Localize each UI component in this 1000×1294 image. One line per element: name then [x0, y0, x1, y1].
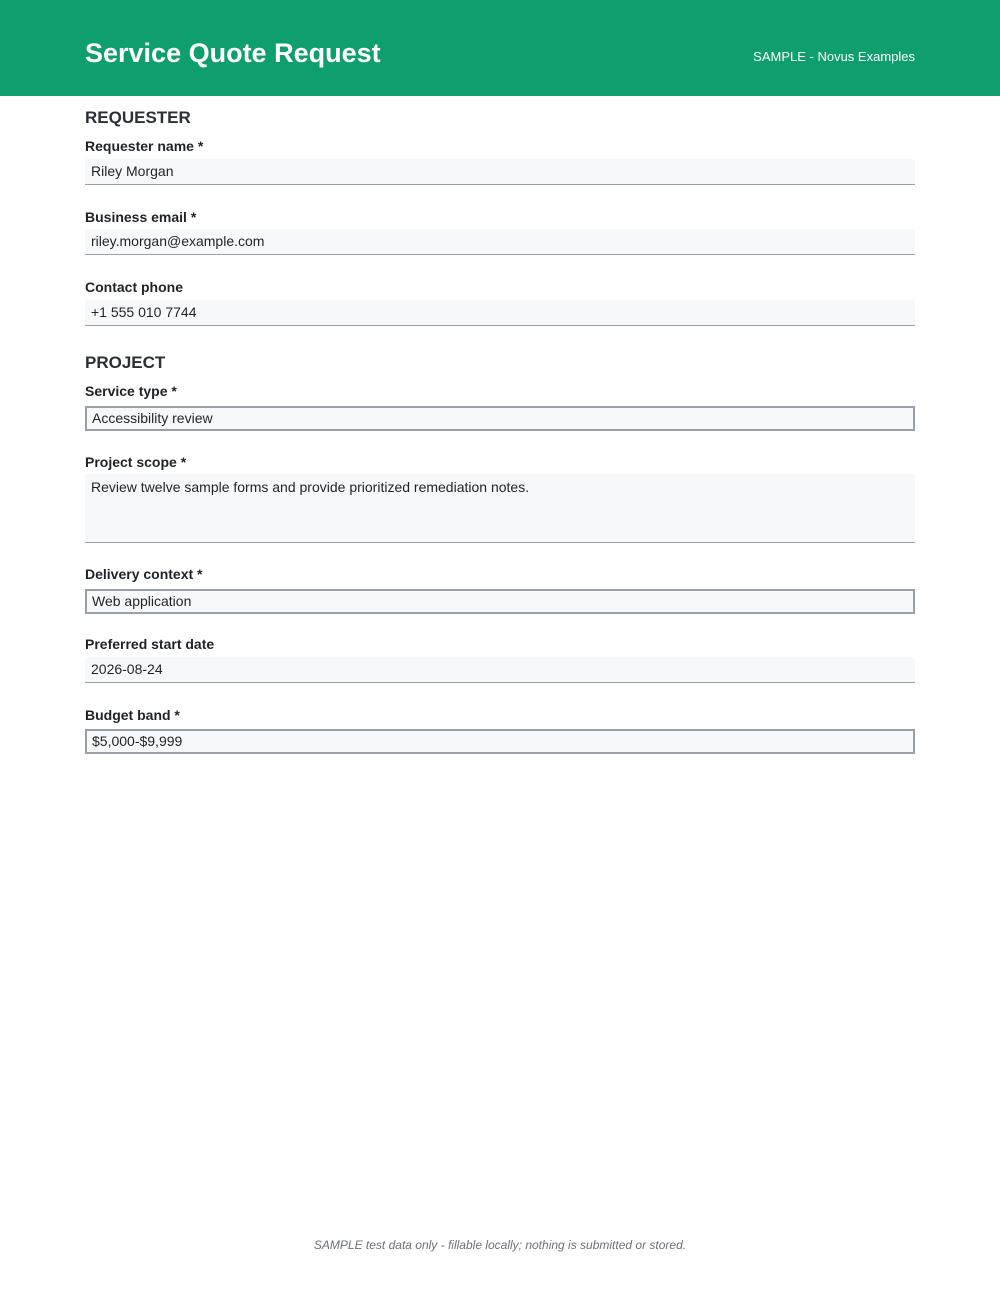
requester-name-input[interactable]: Riley Morgan [85, 159, 915, 185]
service-type-label: Service type * [85, 383, 177, 399]
contact-phone-label: Contact phone [85, 279, 183, 295]
page-header [0, 0, 1000, 96]
page-title: Service Quote Request [85, 38, 381, 68]
business-email-label: Business email * [85, 209, 197, 225]
project-scope-textarea[interactable]: Review twelve sample forms and provide prioritized remediation notes. [85, 474, 915, 543]
header-subtitle: SAMPLE - Novus Examples [753, 49, 915, 64]
budget-band-label: Budget band * [85, 707, 180, 723]
requester-name-label: Requester name * [85, 138, 204, 154]
section-title-project: PROJECT [85, 353, 166, 372]
footer-note: SAMPLE test data only - fillable locally; nothing is submitted or stored. [313, 1238, 687, 1252]
preferred-start-date-input[interactable]: 2026-08-24 [85, 657, 915, 683]
delivery-context-select[interactable]: Web application [85, 589, 915, 614]
contact-phone-input[interactable]: +1 555 010 7744 [85, 300, 915, 326]
section-title-requester: REQUESTER [85, 108, 191, 127]
project-scope-label: Project scope * [85, 454, 187, 470]
preferred-start-date-label: Preferred start date [85, 636, 215, 652]
budget-band-select[interactable]: $5,000-$9,999 [85, 729, 915, 754]
service-type-select[interactable]: Accessibility review [85, 406, 915, 431]
delivery-context-label: Delivery context * [85, 566, 203, 582]
business-email-input[interactable]: riley.morgan@example.com [85, 229, 915, 255]
